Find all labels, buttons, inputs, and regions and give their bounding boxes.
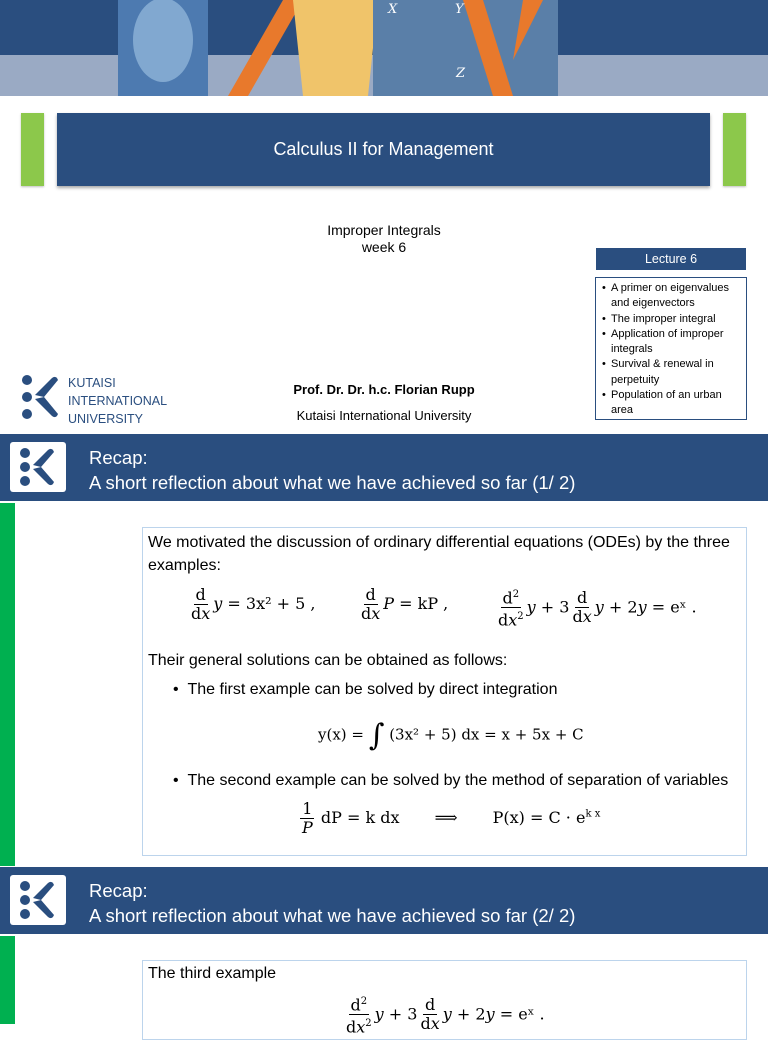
topic-item: • A primer on eigenvalues and eigenvectors: [602, 281, 742, 312]
bullet-item: [173, 679, 557, 701]
ode-rhs: = eˣ .: [499, 1004, 545, 1024]
integral-sign: ∫: [368, 718, 385, 753]
logo-text: [68, 374, 167, 428]
topic-item: • Application of improper integrals: [602, 327, 742, 358]
topic-item: • Survival & renewal in perpetuity: [602, 357, 742, 388]
institution-name: Kutaisi International University: [296, 408, 472, 423]
recap-content-2: [142, 960, 747, 1040]
kiu-logo-icon: [20, 373, 60, 421]
ode-example-3-repeat: $\frac{d^2}{dx^2}$ y + 3 $\frac{d}{dx}$ y + 2y = eˣ .: [343, 993, 545, 1037]
solutions-intro: Their general solutions can be obtained as follows:: [148, 652, 508, 669]
ode-rhs: = eˣ .: [651, 597, 697, 617]
sep-rhs: P(x) = C · e: [492, 808, 586, 827]
topic-item: • The improper integral: [602, 312, 742, 327]
integration-equation: [318, 718, 584, 753]
lecture-topics: [595, 277, 747, 420]
lecture-subtitle: [270, 222, 498, 256]
third-example-label: The third example: [148, 965, 277, 982]
green-tab-right: [723, 113, 746, 186]
bullet-text: The second example can be solved by the method of separation of variables: [187, 772, 729, 789]
kiu-logo-icon: [10, 875, 66, 925]
banner-z: Z: [456, 66, 466, 81]
ode-rhs: = kP ,: [399, 594, 449, 613]
course-title: Calculus II for Management: [57, 113, 710, 186]
professor-name: Prof. Dr. Dr. h.c. Florian Rupp: [293, 382, 475, 397]
header-banner: [0, 0, 768, 96]
recap-content-1: [142, 527, 747, 856]
bullet-item: [173, 770, 728, 792]
logo-line: UNIVERSITY: [68, 412, 144, 426]
university-logo: [20, 373, 170, 426]
recap-title: [89, 445, 575, 495]
subtitle-topic: Improper Integrals: [327, 222, 441, 238]
ode-example-2: $\frac{d}{dx}$ P = kP ,: [361, 585, 449, 623]
ode-example-1: $\frac{d}{dx}$ y = 3x² + 5 ,: [191, 585, 316, 623]
logo-line: KUTAISI: [68, 376, 116, 390]
recap-header-2: [0, 867, 768, 934]
topic-item: • Population of an urban area: [602, 388, 742, 419]
recap-label: Recap:: [89, 880, 148, 901]
banner-y: Y: [455, 2, 464, 17]
recap-heading: A short reflection about what we have achieved so far (1/ 2): [89, 472, 576, 493]
bullet-dot: •: [173, 681, 188, 698]
recap-label: Recap:: [89, 447, 148, 468]
subtitle-week: week 6: [361, 239, 407, 255]
green-stripe: [0, 936, 15, 1024]
implies-arrow: ⟹: [434, 808, 458, 827]
sep-lhs: dP = k dx: [320, 808, 400, 827]
logo-line: INTERNATIONAL: [68, 394, 168, 408]
integral-lhs: y(x) =: [318, 725, 364, 744]
ode-rhs: = 3x² + 5 ,: [227, 594, 316, 613]
recap-heading: A short reflection about what we have achieved so far (2/ 2): [89, 905, 576, 926]
recap-header-1: [0, 434, 768, 501]
kiu-logo-icon: [10, 442, 66, 492]
green-stripe: [0, 503, 15, 866]
recap-title: [89, 878, 575, 928]
ode-example-3: $\frac{d^2}{dx^2}$ y + 3 $\frac{d}{dx}$ y + 2y = eˣ .: [495, 586, 697, 630]
banner-x: X: [388, 2, 398, 17]
integral-rhs: (3x² + 5) dx = x + 5x + C: [389, 725, 584, 744]
bullet-dot: •: [173, 772, 188, 789]
separation-equation: $\frac{1}{P}$ dP = k dx ⟹ $P(x) = C \cdot e^{k x}$: [302, 799, 601, 837]
lecture-label: Lecture 6: [596, 248, 746, 270]
intro-line: examples:: [148, 557, 221, 574]
sep-exponent: k x: [585, 808, 601, 820]
banner-illustration: [118, 0, 558, 96]
intro-line: We motivated the discussion of ordinary differential equations (ODEs) by the three: [148, 534, 730, 551]
bullet-text: The first example can be solved by direct integration: [187, 681, 558, 698]
green-tab-left: [21, 113, 44, 186]
